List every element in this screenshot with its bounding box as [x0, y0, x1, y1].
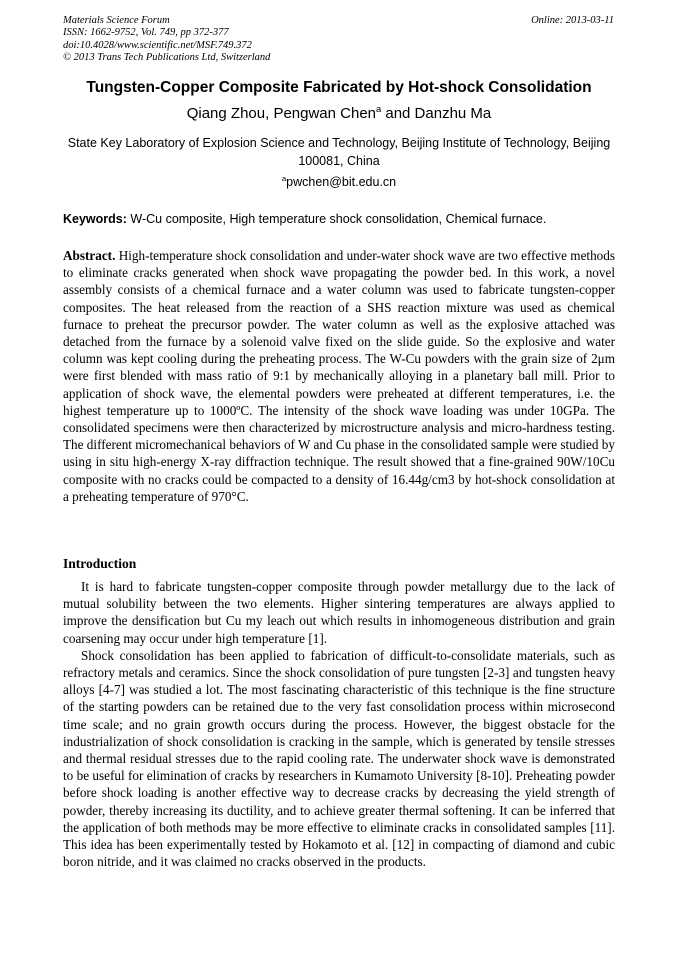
intro-paragraph-2: Shock consolidation has been applied to fabrication of difficult-to-consolidate materials, such as refractory metals and ceramics. Since the shock consolidation of pure tungsten [2-3] and tungsten heavy alloys [4-7] was studied a lot. The most fascinating characteristic of this technique is the fine structure of the starting powders can be retained due to the very fast consolidation process within microsecond time scale; and no grain growth occurs during the process. However, the biggest obstacle for the industrialization of shock consolidation is cracking in the sample, which is generated by tensile stresses and thermal residual stresses due to the rapid cooling rate. The underwater shock wave is demonstrated to be useful for elimination of cracks by researchers in Kumamoto University [8-10]. Preheating powder before shock loading is another effective way to decrease cracks by decreasing the yield strength of powder, thereby increasing its ductility, and to achieve greater thermal softening. It can be inferred that the application of both methods may be more effective to eliminate cracks in consolidated samples [11]. This idea has been experimentally tested by Hokamoto et al. [12] in compacting of diamond and cubic boron nitride, and it was claimed no cracks observed in the products. — [63, 647, 615, 870]
author-list — [40, 105, 638, 122]
abstract-text: High-temperature shock consolidation and under-water shock wave are two effective methods to eliminate cracks generated when shock wave propagating the powder bed. In this work, a novel assembly consists of a chemical furnace and a water column was used to fabricate tungsten-copper composites. The heat released from the reaction of a SHS reaction mixture was used as chemical furnace to preheat the precursor powder. The water column as well as the explosive attached was detached from the furnace by a solenoid valve fixed on the slide guide. So the explosive and water column was kept cooling during the preheating process. The W-Cu powders with the grain size of 2μm were first blended with mass ratio of 9:1 by mechanically alloying in a planetary ball mill. Prior to application of shock wave, the elemental powders were preheated at different temperatures, i.e. the highest temperature up to 1000ºC. The intensity of the shock wave loading was under 10GPa. The consolidated specimens were then characterized by microstructure analysis and micro-hardness testing. The different micromechanical behaviors of W and Cu phase in the consolidated sample were studied by using in situ high-energy X-ray diffraction technique. The result showed that a fine-grained 90W/10Cu composite with no cracks could be compacted to a density of 16.44g/cm3 by hot-shock consolidation at a preheating temperature of 970°C. — [63, 248, 615, 504]
authors-first: Qiang Zhou, Pengwan Chen — [186, 105, 377, 122]
intro-paragraph-1: It is hard to fabricate tungsten-copper composite through powder metallurgy due to the lack of mutual solubility between the two elements. Higher sintering temperatures are always applied to improve the densification but Cu my leach out which results in inhomogeneous distribution and grain coarsening may occur under high temperature [1]. — [63, 579, 615, 646]
keywords-label: Keywords: — [63, 212, 127, 226]
email-address: pwchen@bit.edu.cn — [286, 175, 397, 189]
author-email — [40, 175, 638, 189]
doi-line: doi:10.4028/www.scientific.net/MSF.749.372 — [63, 39, 252, 51]
keywords-text: W-Cu composite, High temperature shock consolidation, Chemical furnace. — [126, 212, 547, 226]
email-mark: a — [281, 173, 287, 183]
issn-line: ISSN: 1662-9752, Vol. 749, pp 372-377 — [63, 27, 229, 39]
section-heading-introduction: Introduction — [63, 556, 137, 571]
journal-name: Materials Science Forum — [63, 15, 170, 26]
online-date: Online: 2013-03-11 — [531, 15, 614, 26]
affiliation: State Key Laboratory of Explosion Science and Technology, Beijing Institute of Technology, Beijing 100081, China — [67, 136, 611, 168]
publication-info — [63, 15, 270, 65]
authors-last: and Danzhu Ma — [381, 105, 492, 122]
abstract-label: Abstract. — [63, 248, 116, 263]
author-affiliation-mark: a — [376, 104, 382, 114]
introduction-body — [63, 578, 615, 870]
paper-title: Tungsten-Copper Composite Fabricated by Hot-shock Consolidation — [86, 79, 592, 96]
keywords — [63, 212, 615, 226]
copyright-line: © 2013 Trans Tech Publications Ltd, Switzerland — [63, 52, 271, 64]
abstract — [63, 247, 615, 505]
